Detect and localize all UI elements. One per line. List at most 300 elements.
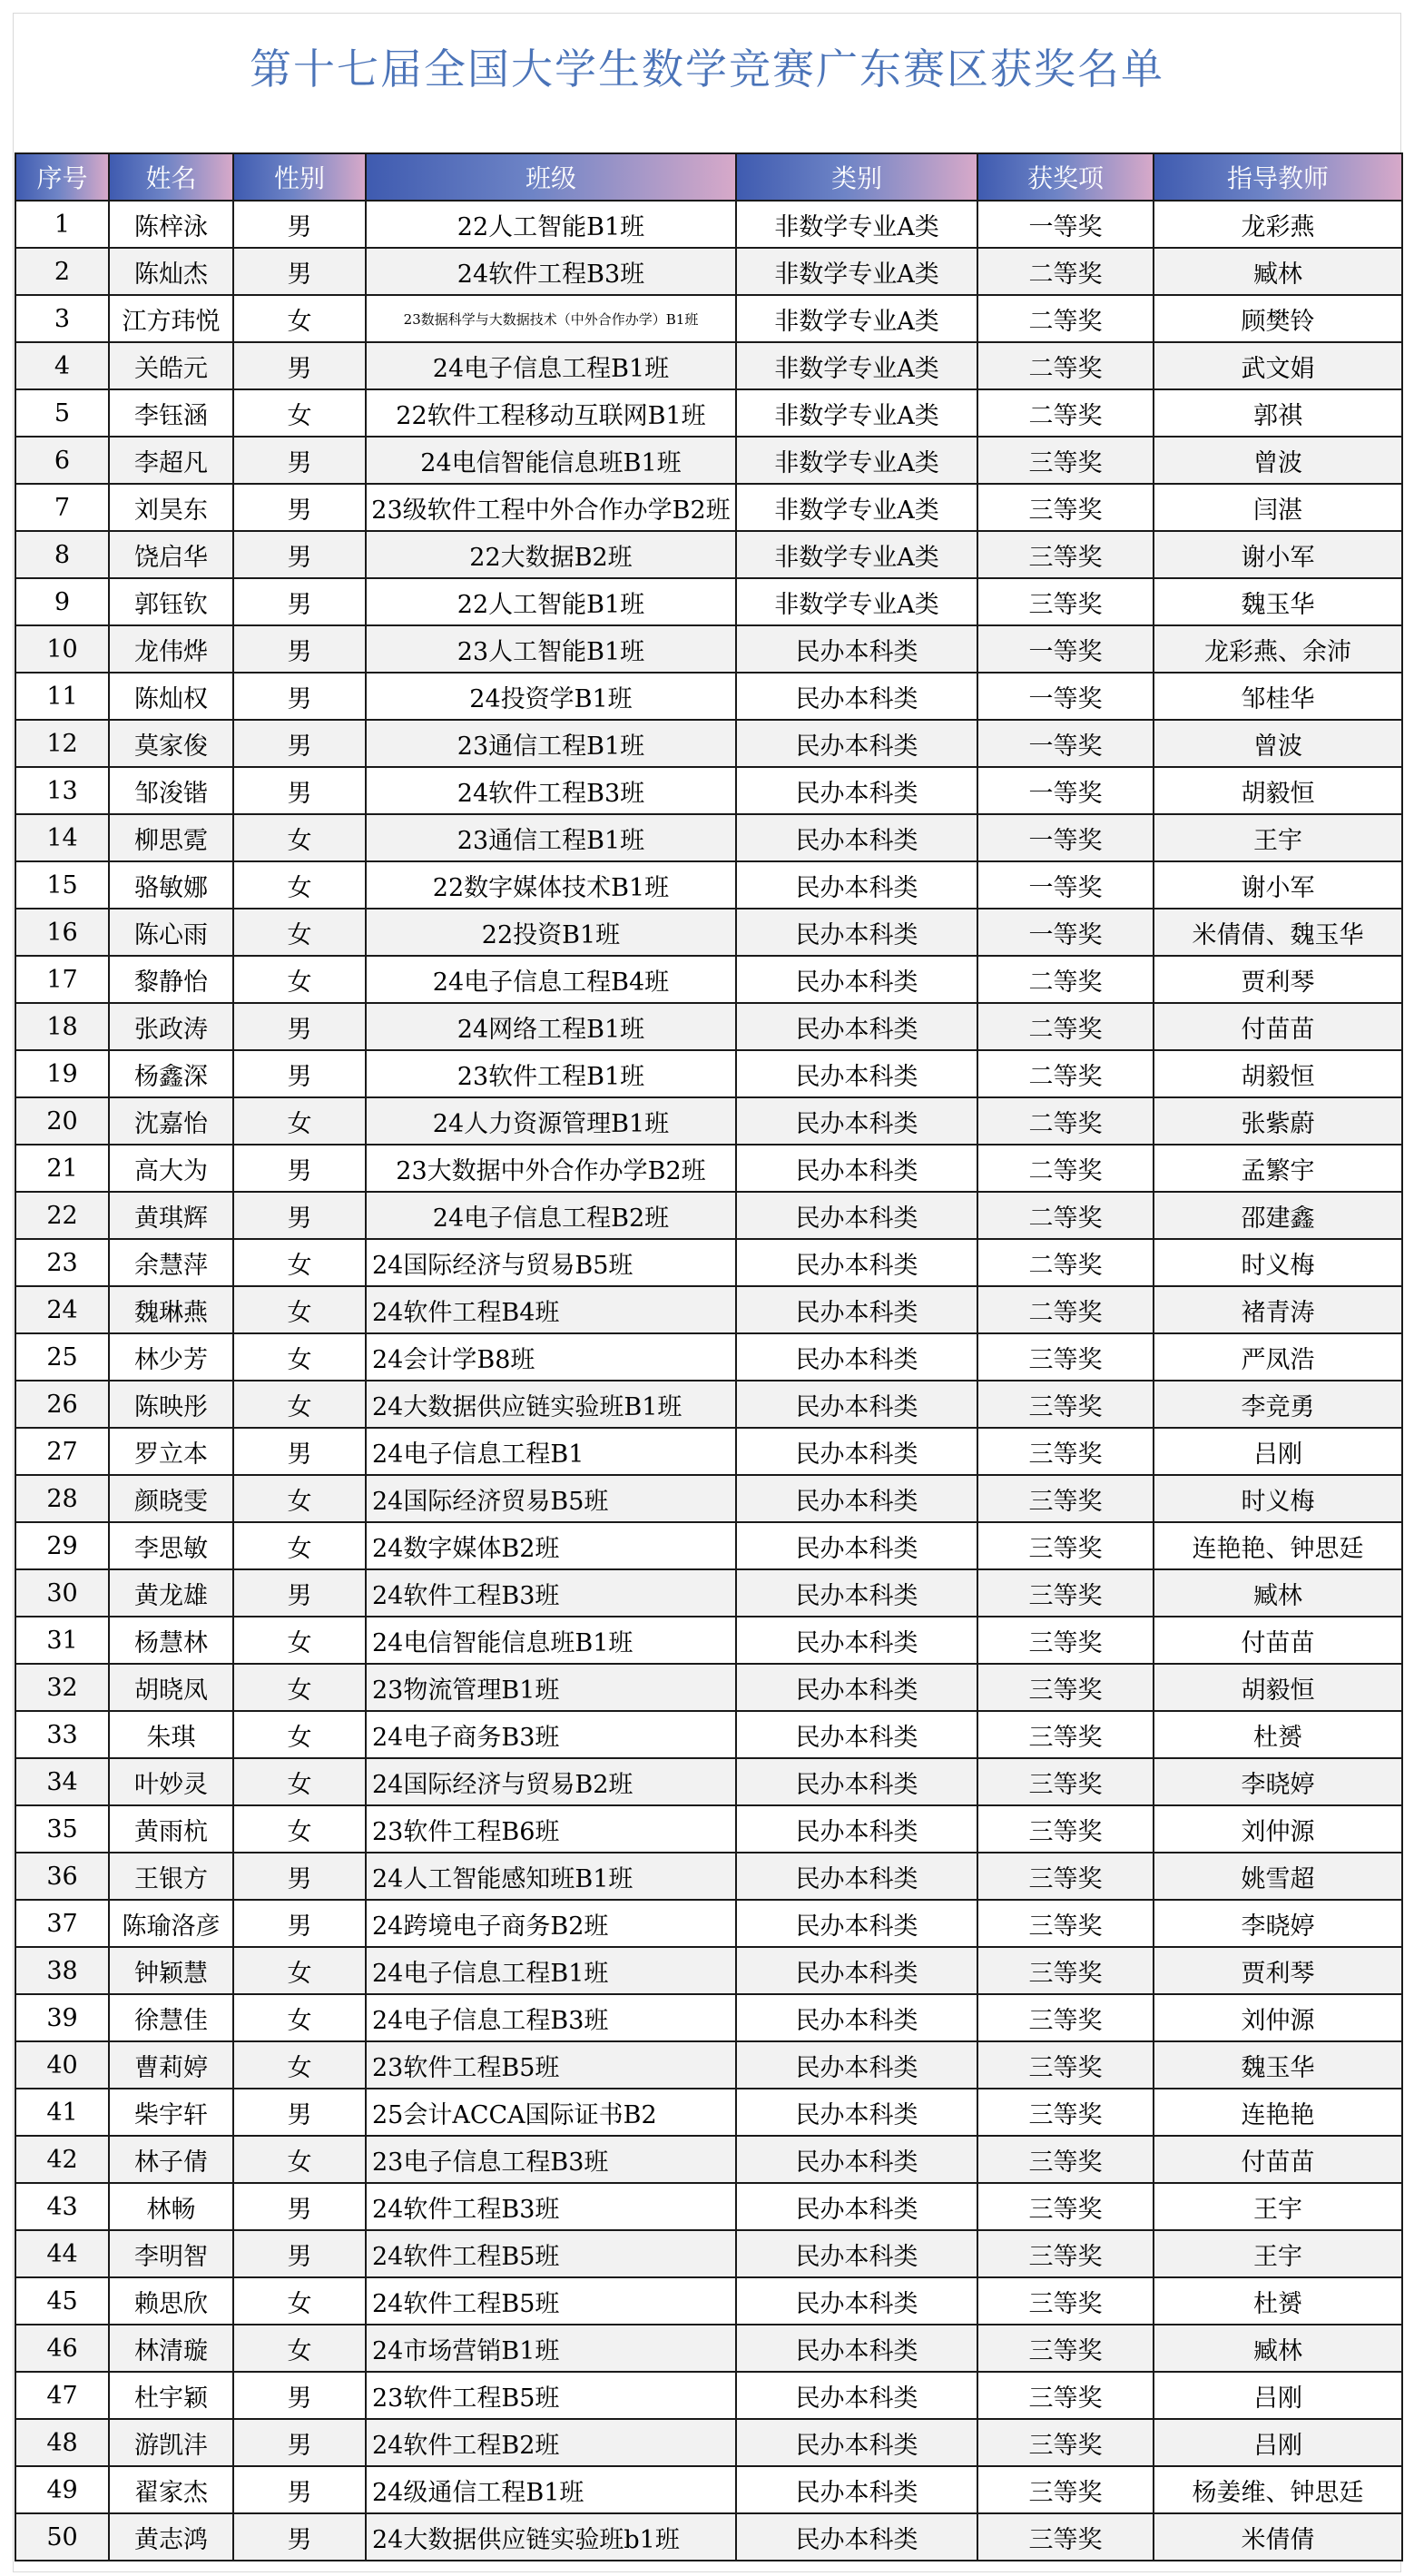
cell-category: 民办本科类	[736, 2466, 977, 2513]
cell-advisor: 邹桂华	[1154, 673, 1402, 720]
cell-class: 23物流管理B1班	[366, 1664, 736, 1711]
table-row	[15, 767, 1402, 814]
cell-gender: 男	[233, 1428, 366, 1475]
cell-name: 朱琪	[109, 1711, 233, 1758]
cell-advisor: 谢小军	[1154, 861, 1402, 909]
cell-category: 非数学专业A类	[736, 437, 977, 484]
table-row	[15, 1805, 1402, 1853]
cell-gender: 女	[233, 1522, 366, 1569]
cell-gender: 女	[233, 1333, 366, 1381]
cell-name: 黄志鸿	[109, 2513, 233, 2561]
cell-name: 叶妙灵	[109, 1758, 233, 1805]
cell-gender: 男	[233, 2230, 366, 2277]
cell-name: 余慧萍	[109, 1239, 233, 1286]
cell-name: 林子倩	[109, 2136, 233, 2183]
cell-award: 一等奖	[977, 625, 1154, 673]
cell-class: 24电信智能信息班B1班	[366, 1617, 736, 1664]
cell-class: 24市场营销B1班	[366, 2325, 736, 2372]
cell-award: 三等奖	[977, 1569, 1154, 1617]
cell-class: 23软件工程B5班	[366, 2372, 736, 2419]
cell-gender: 女	[233, 1664, 366, 1711]
cell-advisor: 曾波	[1154, 720, 1402, 767]
cell-category: 民办本科类	[736, 1711, 977, 1758]
cell-category: 民办本科类	[736, 1003, 977, 1050]
cell-class: 23软件工程B6班	[366, 1805, 736, 1853]
table-row	[15, 437, 1402, 484]
cell-award: 一等奖	[977, 767, 1154, 814]
table-row	[15, 861, 1402, 909]
cell-advisor: 顾樊铃	[1154, 295, 1402, 342]
cell-award: 二等奖	[977, 1003, 1154, 1050]
cell-award: 一等奖	[977, 673, 1154, 720]
cell-advisor: 吕刚	[1154, 2372, 1402, 2419]
cell-class: 24电子信息工程B4班	[366, 956, 736, 1003]
cell-category: 民办本科类	[736, 1664, 977, 1711]
table-row	[15, 578, 1402, 625]
cell-category: 民办本科类	[736, 1381, 977, 1428]
cell-gender: 男	[233, 1192, 366, 1239]
cell-gender: 男	[233, 578, 366, 625]
cell-award: 三等奖	[977, 2230, 1154, 2277]
cell-category: 民办本科类	[736, 767, 977, 814]
cell-index: 22	[15, 1192, 109, 1239]
cell-class: 24网络工程B1班	[366, 1003, 736, 1050]
cell-index: 9	[15, 578, 109, 625]
col-header-class: 班级	[366, 153, 736, 201]
cell-category: 民办本科类	[736, 1475, 977, 1522]
cell-name: 黄雨杭	[109, 1805, 233, 1853]
cell-advisor: 李晓婷	[1154, 1900, 1402, 1947]
cell-name: 柴宇轩	[109, 2089, 233, 2136]
cell-index: 20	[15, 1097, 109, 1145]
cell-advisor: 臧林	[1154, 1569, 1402, 1617]
cell-award: 二等奖	[977, 956, 1154, 1003]
cell-gender: 女	[233, 909, 366, 956]
table-row	[15, 1569, 1402, 1617]
cell-gender: 男	[233, 720, 366, 767]
cell-advisor: 胡毅恒	[1154, 767, 1402, 814]
cell-index: 5	[15, 389, 109, 437]
cell-award: 三等奖	[977, 1805, 1154, 1853]
table-row	[15, 2183, 1402, 2230]
cell-category: 民办本科类	[736, 1097, 977, 1145]
cell-index: 25	[15, 1333, 109, 1381]
cell-index: 50	[15, 2513, 109, 2561]
cell-category: 民办本科类	[736, 1900, 977, 1947]
cell-index: 44	[15, 2230, 109, 2277]
cell-class: 22投资B1班	[366, 909, 736, 956]
cell-advisor: 时义梅	[1154, 1475, 1402, 1522]
header-row	[15, 153, 1402, 201]
cell-award: 三等奖	[977, 1617, 1154, 1664]
cell-name: 郭钰钦	[109, 578, 233, 625]
cell-category: 民办本科类	[736, 1239, 977, 1286]
cell-category: 非数学专业A类	[736, 578, 977, 625]
cell-award: 三等奖	[977, 1664, 1154, 1711]
cell-award: 三等奖	[977, 1994, 1154, 2041]
cell-name: 杨慧林	[109, 1617, 233, 1664]
cell-award: 二等奖	[977, 1145, 1154, 1192]
cell-gender: 男	[233, 531, 366, 578]
cell-class: 24软件工程B3班	[366, 2183, 736, 2230]
cell-index: 31	[15, 1617, 109, 1664]
cell-name: 骆敏娜	[109, 861, 233, 909]
cell-name: 饶启华	[109, 531, 233, 578]
cell-gender: 男	[233, 1853, 366, 1900]
cell-name: 王银方	[109, 1853, 233, 1900]
table-row	[15, 673, 1402, 720]
cell-award: 一等奖	[977, 861, 1154, 909]
cell-index: 48	[15, 2419, 109, 2466]
cell-class: 23数据科学与大数据技术（中外合作办学）B1班	[366, 295, 736, 342]
page-title: 第十七届全国大学生数学竞赛广东赛区获奖名单	[250, 44, 1164, 93]
cell-gender: 女	[233, 956, 366, 1003]
cell-name: 杨鑫深	[109, 1050, 233, 1097]
cell-award: 一等奖	[977, 814, 1154, 861]
col-header-advisor: 指导教师	[1154, 153, 1402, 201]
cell-advisor: 时义梅	[1154, 1239, 1402, 1286]
cell-gender: 男	[233, 2183, 366, 2230]
cell-advisor: 米倩倩、魏玉华	[1154, 909, 1402, 956]
table-row	[15, 1522, 1402, 1569]
cell-class: 22数字媒体技术B1班	[366, 861, 736, 909]
cell-index: 1	[15, 201, 109, 248]
cell-gender: 男	[233, 2466, 366, 2513]
table-row	[15, 2325, 1402, 2372]
cell-index: 32	[15, 1664, 109, 1711]
cell-advisor: 姚雪超	[1154, 1853, 1402, 1900]
cell-class: 22人工智能B1班	[366, 578, 736, 625]
cell-award: 二等奖	[977, 1286, 1154, 1333]
cell-category: 民办本科类	[736, 1758, 977, 1805]
cell-index: 40	[15, 2041, 109, 2089]
cell-category: 民办本科类	[736, 1617, 977, 1664]
cell-award: 二等奖	[977, 342, 1154, 389]
cell-category: 民办本科类	[736, 2277, 977, 2325]
cell-advisor: 杜赟	[1154, 1711, 1402, 1758]
cell-award: 三等奖	[977, 2183, 1154, 2230]
cell-award: 一等奖	[977, 909, 1154, 956]
cell-category: 非数学专业A类	[736, 484, 977, 531]
cell-name: 罗立本	[109, 1428, 233, 1475]
cell-class: 23电子信息工程B3班	[366, 2136, 736, 2183]
cell-category: 民办本科类	[736, 1522, 977, 1569]
cell-gender: 女	[233, 2041, 366, 2089]
cell-class: 23大数据中外合作办学B2班	[366, 1145, 736, 1192]
cell-index: 11	[15, 673, 109, 720]
cell-gender: 女	[233, 1947, 366, 1994]
cell-award: 三等奖	[977, 1900, 1154, 1947]
cell-class: 23软件工程B1班	[366, 1050, 736, 1097]
cell-gender: 女	[233, 2136, 366, 2183]
cell-category: 民办本科类	[736, 1853, 977, 1900]
cell-name: 李明智	[109, 2230, 233, 2277]
cell-award: 三等奖	[977, 2277, 1154, 2325]
cell-name: 黎静怡	[109, 956, 233, 1003]
cell-index: 35	[15, 1805, 109, 1853]
cell-index: 15	[15, 861, 109, 909]
cell-name: 赖思欣	[109, 2277, 233, 2325]
cell-advisor: 吕刚	[1154, 2419, 1402, 2466]
cell-award: 三等奖	[977, 1428, 1154, 1475]
table-row	[15, 1853, 1402, 1900]
table-row	[15, 1192, 1402, 1239]
cell-gender: 女	[233, 1711, 366, 1758]
cell-gender: 女	[233, 814, 366, 861]
cell-name: 刘昊东	[109, 484, 233, 531]
cell-award: 二等奖	[977, 295, 1154, 342]
cell-award: 三等奖	[977, 1522, 1154, 1569]
table-row	[15, 1097, 1402, 1145]
cell-name: 邹浚锴	[109, 767, 233, 814]
cell-name: 翟家杰	[109, 2466, 233, 2513]
cell-gender: 女	[233, 2277, 366, 2325]
cell-advisor: 张紫蔚	[1154, 1097, 1402, 1145]
cell-award: 二等奖	[977, 389, 1154, 437]
cell-advisor: 龙彩燕	[1154, 201, 1402, 248]
cell-gender: 女	[233, 1475, 366, 1522]
cell-name: 林畅	[109, 2183, 233, 2230]
cell-award: 一等奖	[977, 720, 1154, 767]
cell-category: 民办本科类	[736, 1947, 977, 1994]
cell-gender: 男	[233, 2513, 366, 2561]
cell-class: 24人力资源管理B1班	[366, 1097, 736, 1145]
cell-award: 三等奖	[977, 531, 1154, 578]
cell-index: 16	[15, 909, 109, 956]
table-row	[15, 1239, 1402, 1286]
cell-name: 钟颖慧	[109, 1947, 233, 1994]
cell-class: 24人工智能感知班B1班	[366, 1853, 736, 1900]
cell-advisor: 谢小军	[1154, 531, 1402, 578]
cell-class: 23通信工程B1班	[366, 720, 736, 767]
cell-name: 柳思霓	[109, 814, 233, 861]
table-row	[15, 2277, 1402, 2325]
col-header-award: 获奖项	[977, 153, 1154, 201]
cell-gender: 男	[233, 484, 366, 531]
cell-category: 民办本科类	[736, 720, 977, 767]
cell-advisor: 闫湛	[1154, 484, 1402, 531]
cell-index: 18	[15, 1003, 109, 1050]
cell-advisor: 郭祺	[1154, 389, 1402, 437]
cell-name: 李钰涵	[109, 389, 233, 437]
cell-award: 二等奖	[977, 1239, 1154, 1286]
cell-index: 23	[15, 1239, 109, 1286]
cell-gender: 男	[233, 767, 366, 814]
cell-advisor: 贾利琴	[1154, 956, 1402, 1003]
table-row	[15, 1994, 1402, 2041]
cell-award: 二等奖	[977, 1192, 1154, 1239]
cell-name: 陈瑜洛彦	[109, 1900, 233, 1947]
cell-class: 24大数据供应链实验班B1班	[366, 1381, 736, 1428]
cell-advisor: 胡毅恒	[1154, 1050, 1402, 1097]
cell-award: 三等奖	[977, 2419, 1154, 2466]
cell-class: 23软件工程B5班	[366, 2041, 736, 2089]
cell-class: 24软件工程B3班	[366, 248, 736, 295]
col-header-index: 序号	[15, 153, 109, 201]
table-row	[15, 1664, 1402, 1711]
cell-class: 24电信智能信息班B1班	[366, 437, 736, 484]
table-row	[15, 720, 1402, 767]
cell-name: 陈梓泳	[109, 201, 233, 248]
col-header-name: 姓名	[109, 153, 233, 201]
cell-class: 24电子信息工程B1班	[366, 1947, 736, 1994]
cell-gender: 女	[233, 1994, 366, 2041]
table-row	[15, 1381, 1402, 1428]
cell-index: 34	[15, 1758, 109, 1805]
cell-award: 三等奖	[977, 2466, 1154, 2513]
cell-gender: 女	[233, 295, 366, 342]
cell-category: 民办本科类	[736, 814, 977, 861]
cell-advisor: 付苗苗	[1154, 1617, 1402, 1664]
cell-class: 24跨境电子商务B2班	[366, 1900, 736, 1947]
cell-class: 24软件工程B5班	[366, 2277, 736, 2325]
cell-category: 民办本科类	[736, 1333, 977, 1381]
cell-gender: 男	[233, 342, 366, 389]
cell-gender: 女	[233, 1239, 366, 1286]
cell-name: 龙伟烨	[109, 625, 233, 673]
cell-index: 13	[15, 767, 109, 814]
cell-index: 14	[15, 814, 109, 861]
table-row	[15, 484, 1402, 531]
table-row	[15, 248, 1402, 295]
cell-name: 林清璇	[109, 2325, 233, 2372]
cell-class: 22人工智能B1班	[366, 201, 736, 248]
table-row	[15, 1711, 1402, 1758]
cell-name: 魏琳燕	[109, 1286, 233, 1333]
cell-award: 三等奖	[977, 1333, 1154, 1381]
cell-class: 24投资学B1班	[366, 673, 736, 720]
cell-award: 三等奖	[977, 2372, 1154, 2419]
cell-class: 24会计学B8班	[366, 1333, 736, 1381]
table-row	[15, 295, 1402, 342]
cell-index: 24	[15, 1286, 109, 1333]
cell-award: 三等奖	[977, 1475, 1154, 1522]
cell-class: 24软件工程B5班	[366, 2230, 736, 2277]
cell-name: 颜晓雯	[109, 1475, 233, 1522]
cell-gender: 男	[233, 625, 366, 673]
cell-name: 高大为	[109, 1145, 233, 1192]
cell-category: 民办本科类	[736, 2325, 977, 2372]
table-row	[15, 201, 1402, 248]
cell-category: 民办本科类	[736, 1569, 977, 1617]
cell-category: 民办本科类	[736, 956, 977, 1003]
cell-index: 43	[15, 2183, 109, 2230]
cell-advisor: 李晓婷	[1154, 1758, 1402, 1805]
cell-advisor: 付苗苗	[1154, 1003, 1402, 1050]
cell-category: 民办本科类	[736, 2419, 977, 2466]
cell-gender: 女	[233, 389, 366, 437]
cell-advisor: 武文娟	[1154, 342, 1402, 389]
table-row	[15, 909, 1402, 956]
cell-name: 李思敏	[109, 1522, 233, 1569]
cell-index: 17	[15, 956, 109, 1003]
cell-class: 24软件工程B3班	[366, 1569, 736, 1617]
cell-category: 民办本科类	[736, 1428, 977, 1475]
table-row	[15, 2089, 1402, 2136]
cell-advisor: 臧林	[1154, 248, 1402, 295]
cell-category: 民办本科类	[736, 625, 977, 673]
cell-name: 沈嘉怡	[109, 1097, 233, 1145]
cell-class: 24电子商务B3班	[366, 1711, 736, 1758]
cell-class: 24电子信息工程B1	[366, 1428, 736, 1475]
table-row	[15, 1947, 1402, 1994]
cell-gender: 男	[233, 673, 366, 720]
cell-advisor: 褚青涛	[1154, 1286, 1402, 1333]
cell-gender: 男	[233, 1003, 366, 1050]
table-row	[15, 1617, 1402, 1664]
cell-class: 24电子信息工程B1班	[366, 342, 736, 389]
cell-class: 24软件工程B2班	[366, 2419, 736, 2466]
cell-category: 非数学专业A类	[736, 295, 977, 342]
cell-advisor: 魏玉华	[1154, 578, 1402, 625]
cell-advisor: 刘仲源	[1154, 1994, 1402, 2041]
cell-index: 41	[15, 2089, 109, 2136]
table-row	[15, 956, 1402, 1003]
cell-category: 民办本科类	[736, 1050, 977, 1097]
cell-index: 21	[15, 1145, 109, 1192]
table-row	[15, 1475, 1402, 1522]
cell-category: 民办本科类	[736, 1286, 977, 1333]
cell-class: 25会计ACCA国际证书B2	[366, 2089, 736, 2136]
cell-award: 一等奖	[977, 201, 1154, 248]
table-row	[15, 531, 1402, 578]
cell-category: 民办本科类	[736, 1145, 977, 1192]
cell-category: 民办本科类	[736, 861, 977, 909]
table-row	[15, 1333, 1402, 1381]
cell-name: 林少芳	[109, 1333, 233, 1381]
cell-index: 28	[15, 1475, 109, 1522]
cell-class: 24国际经济贸易B5班	[366, 1475, 736, 1522]
cell-index: 6	[15, 437, 109, 484]
cell-award: 三等奖	[977, 1711, 1154, 1758]
cell-award: 三等奖	[977, 437, 1154, 484]
cell-name: 陈灿杰	[109, 248, 233, 295]
cell-class: 24软件工程B3班	[366, 767, 736, 814]
cell-gender: 男	[233, 2089, 366, 2136]
cell-index: 42	[15, 2136, 109, 2183]
cell-name: 关皓元	[109, 342, 233, 389]
cell-category: 民办本科类	[736, 673, 977, 720]
cell-gender: 女	[233, 1097, 366, 1145]
cell-award: 二等奖	[977, 1097, 1154, 1145]
cell-class: 24级通信工程B1班	[366, 2466, 736, 2513]
cell-class: 24国际经济与贸易B5班	[366, 1239, 736, 1286]
cell-gender: 男	[233, 201, 366, 248]
table-row	[15, 814, 1402, 861]
cell-class: 23通信工程B1班	[366, 814, 736, 861]
table-row	[15, 389, 1402, 437]
cell-advisor: 贾利琴	[1154, 1947, 1402, 1994]
table-row	[15, 1050, 1402, 1097]
cell-index: 27	[15, 1428, 109, 1475]
cell-advisor: 王宇	[1154, 814, 1402, 861]
cell-name: 李超凡	[109, 437, 233, 484]
cell-advisor: 臧林	[1154, 2325, 1402, 2372]
cell-advisor: 连艳艳、钟思廷	[1154, 1522, 1402, 1569]
cell-advisor: 杜赟	[1154, 2277, 1402, 2325]
table-body	[15, 201, 1402, 2561]
cell-advisor: 邵建鑫	[1154, 1192, 1402, 1239]
cell-gender: 女	[233, 1805, 366, 1853]
cell-index: 7	[15, 484, 109, 531]
cell-award: 三等奖	[977, 2041, 1154, 2089]
cell-gender: 男	[233, 1050, 366, 1097]
cell-category: 民办本科类	[736, 2041, 977, 2089]
cell-gender: 女	[233, 1617, 366, 1664]
cell-name: 莫家俊	[109, 720, 233, 767]
cell-class: 23人工智能B1班	[366, 625, 736, 673]
cell-award: 三等奖	[977, 2325, 1154, 2372]
